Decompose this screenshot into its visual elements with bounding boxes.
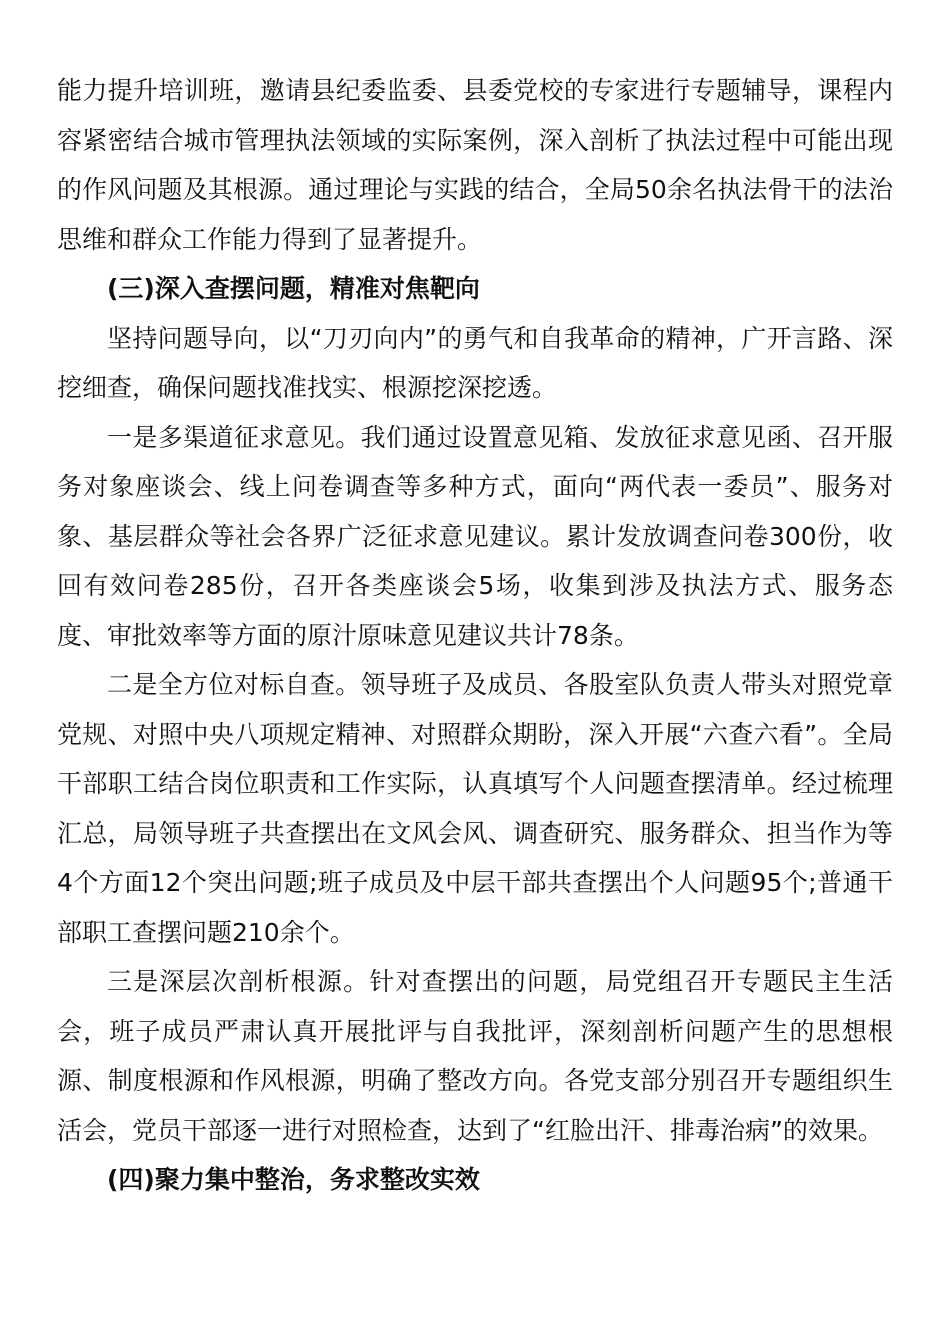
section-heading-3: (三)深入查摆问题，精准对焦靶向 [107,274,480,303]
paragraph-root-cause-analysis: 三是深层次剖析根源。针对查摆出的问题，局党组召开专题民主生活会，班子成员严肃认真开展批评与自我批评，深刻剖析问题产生的思想根源、制度根源和作风根源，明确了整改方向。各党支部分别召开专题组织生活会，党员干部逐一进行对照检查，达到了“红脸出汗、排毒治病”的效果。 [57,967,893,1145]
paragraph-training-outcome: 能力提升培训班，邀请县纪委监委、县委党校的专家进行专题辅导，课程内容紧密结合城市管理执法领域的实际案例，深入剖析了执法过程中可能出现的作风问题及其根源。通过理论与实践的结合，全局50余名执法骨干的法治思维和群众工作能力得到了显著提升。 [57,76,893,254]
paragraph-self-check: 二是全方位对标自查。领导班子及成员、各股室队负责人带头对照党章党规、对照中央八项规定精神、对照群众期盼，深入开展“六查六看”。全局干部职工结合岗位职责和工作实际，认真填写个人问题查摆清单。经过梳理汇总，局领导班子共查摆出在文风会风、调查研究、服务群众、担当作为等4个方面12个突出问题;班子成员及中层干部共查摆出个人问题95个;普通干部职工查摆问题210余个。 [57,670,893,947]
section-heading-4: (四)聚力集中整治，务求整改实效 [107,1165,480,1194]
paragraph-solicit-opinions: 一是多渠道征求意见。我们通过设置意见箱、发放征求意见函、召开服务对象座谈会、线上问卷调查等多种方式，面向“两代表一委员”、服务对象、基层群众等社会各界广泛征求意见建议。累计发放调查问卷300份，收回有效问卷285份，召开各类座谈会5场，收集到涉及执法方式、服务态度、审批效率等方面的原汁原味意见建议共计78条。 [57,422,893,650]
document-page [57,66,893,1205]
paragraph-problem-orientation: 坚持问题导向，以“刀刃向内”的勇气和自我革命的精神，广开言路、深挖细查，确保问题找准找实、根源挖深挖透。 [57,323,893,402]
